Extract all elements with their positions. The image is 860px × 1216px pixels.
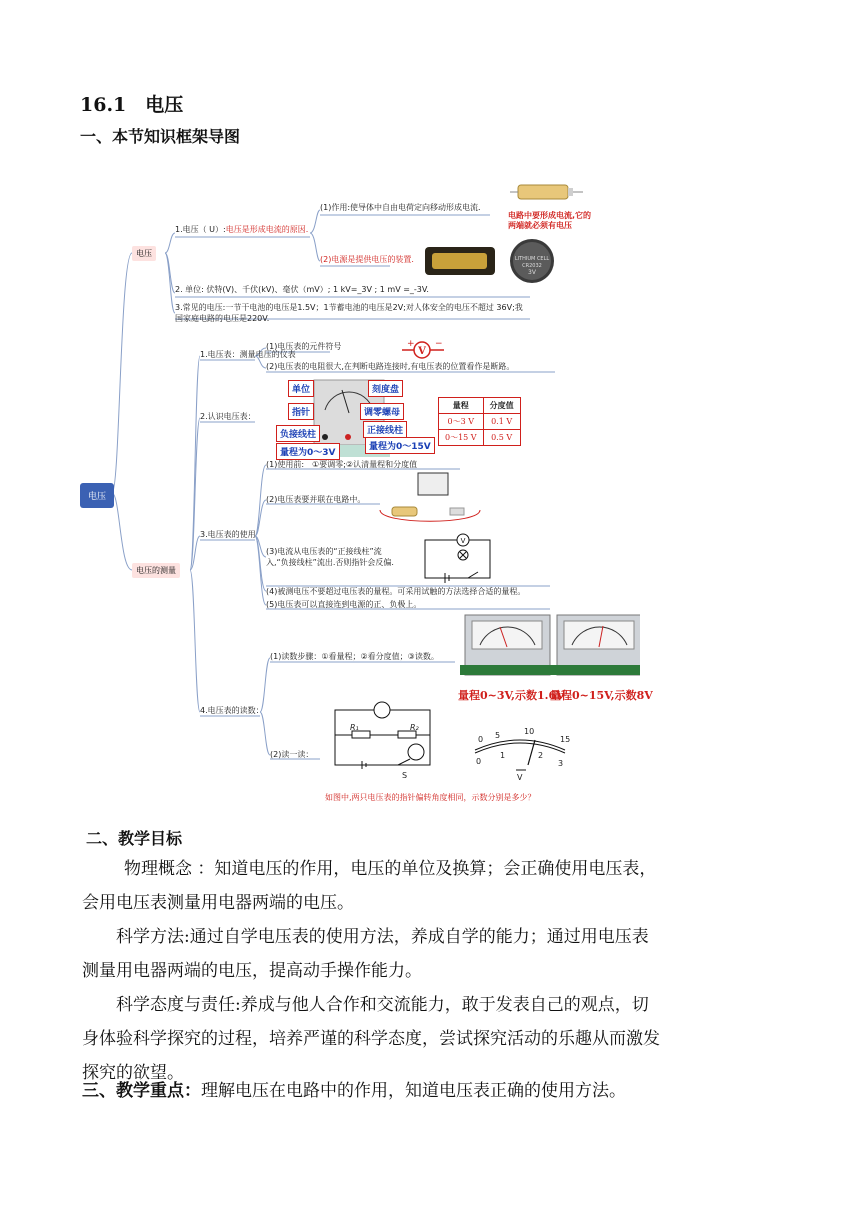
tag-negative-terminal: 负接线柱: [276, 425, 320, 442]
mind-map-lines: [80, 175, 640, 810]
node-voltage-definition: [175, 225, 308, 235]
reading-result-2: 量程0~15V,示数8V: [550, 689, 653, 702]
node-voltmeter: 1.电压表：测量电压的仪表: [200, 350, 296, 359]
node-voltage-effect-note: 电路中要形成电流,它的两端就必须有电压: [508, 211, 592, 230]
branch-measurement: 电压的测量: [132, 563, 180, 578]
node-use-voltmeter: 3.电压表的使用: [200, 530, 256, 539]
circuit-schematic-4b: [335, 702, 430, 769]
goal-attitude: 科学态度与责任:养成与他人合作和交流能力，敢于发表自己的观点，切身体验科学探究的过程，培养严谨的科学态度，尝试探究活动的乐趣从而激发探究的欲望。: [82, 995, 660, 1083]
goal-method: 科学方法:通过自学电压表的使用方法，养成自学的能力；通过用电压表测量用电器两端的电压，提高动手操作能力。: [82, 927, 649, 981]
node-common-voltage-2: 国家庭电路的电压是220V.: [175, 314, 270, 323]
page-title: 16.1 电压: [80, 94, 184, 116]
tag-dial: 刻度盘: [368, 380, 403, 397]
key-point-text: 理解电压在电路中的作用，知道电压表正确的使用方法。: [201, 1081, 626, 1101]
svg-text:V: V: [418, 346, 426, 357]
range-table: [438, 397, 521, 446]
scale-top-5: 5: [495, 731, 501, 740]
key-point-label: 三、教学重点：: [82, 1081, 201, 1101]
scale-bottom-0: 0: [476, 757, 482, 766]
scale-bottom-1: 1: [500, 751, 506, 760]
tag-range-15v: 量程为0～15V: [365, 437, 435, 454]
scale-bottom-3: 3: [558, 759, 564, 768]
scale-top-0: 0: [478, 735, 484, 744]
label-voltmeter: V: [517, 773, 523, 782]
node-reading-steps: (1)读数步骤：①看量程；②看分度值；③读数。: [270, 652, 439, 661]
circuit-schematic-3c: [425, 534, 490, 583]
mind-map-root: 电压: [80, 483, 114, 508]
label-r1: R₁: [350, 723, 359, 732]
node-current-direction-2: 入,“负接线柱”流出.否则指针会反偏.: [266, 558, 394, 567]
range-cell: 0～3 V: [439, 414, 484, 430]
meter-scale-4b: [475, 740, 565, 770]
svg-text:+: +: [407, 339, 415, 349]
section-heading-2: 二、教学目标: [86, 829, 183, 848]
svg-text:−: −: [435, 339, 443, 349]
node-voltmeter-resistance: (2)电压表的电阻很大,在判断电路连接时,有电压表的位置看作是断路。: [266, 362, 515, 371]
goal-concept: 物理概念 ：知道电压的作用，电压的单位及换算；会正确使用电压表，会用电压表测量用电器两端的电压。: [82, 859, 657, 913]
node-units: 2. 单位: 伏特(V)、千伏(kV)、毫伏（mV）; 1 kV=_3V ; 1 mV =_-3V.: [175, 285, 429, 294]
label-r2: R₂: [410, 723, 419, 732]
tag-pointer: 指针: [288, 403, 314, 420]
node-voltmeter-symbol: (1)电压表的元件符号: [266, 342, 342, 351]
node-parallel: (2)电压表要并联在电路中。: [266, 495, 366, 504]
node-direct-connect: (5)电压表可以直接连到电源的正、负极上。: [266, 600, 422, 609]
node-power-source: (2)电源是提供电压的装置.: [320, 255, 414, 264]
range-header-division: 分度值: [483, 398, 520, 414]
table-row: [439, 430, 521, 446]
voltmeter-symbol: [402, 339, 444, 358]
node-voltage-definition-prefix: 1.电压（ U）:: [175, 225, 226, 234]
svg-text:3V: 3V: [528, 269, 536, 276]
range-header-range: 量程: [439, 398, 484, 414]
range-cell: 0～15 V: [439, 430, 484, 446]
scale-bottom-2: 2: [538, 751, 544, 760]
svg-text:V: V: [460, 537, 466, 545]
battery-images: [425, 239, 554, 283]
node-voltage-effect: (1)作用:使导体中自由电荷定向移动形成电流．: [320, 203, 487, 212]
svg-text:CR2032: CR2032: [522, 263, 542, 269]
node-current-direction-1: (3)电流从电压表的“正接线柱”流: [266, 547, 382, 556]
label-switch: S: [402, 771, 408, 780]
reading-result-1: 量程0~3V,示数1.6V: [458, 689, 565, 702]
node-range-limit: (4)被测电压不要超过电压表的量程。可采用试触的方法选择合适的量程。: [266, 587, 526, 596]
node-common-voltage-1: 3.常见的电压:一节干电池的电压是1.5V；1节蓄电池的电压是2V;对人体安全的电压不超过 36V;我: [175, 303, 523, 312]
node-voltage-definition-red: 电压是形成电流的原因.: [225, 225, 309, 234]
node-read-exercise: (2)读一读：: [270, 750, 314, 759]
circuit-photo-3b: [380, 473, 480, 521]
meter-photos-4a: [460, 615, 640, 675]
knowledge-mind-map: [80, 175, 653, 810]
scale-top-10: 10: [524, 727, 535, 736]
tag-range-3v: 量程为0～3V: [276, 443, 340, 460]
branch-voltage: 电压: [132, 246, 156, 261]
node-before-use: (1)使用前: ①要调零;②认清量程和分度值: [266, 460, 418, 469]
node-reading: 4.电压表的读数：: [200, 706, 264, 715]
node-know-voltmeter: 2.认识电压表：: [200, 412, 256, 421]
tag-positive-terminal: 正接线柱: [363, 421, 407, 438]
node-question: 如图中,两只电压表的指针偏转角度相同，示数分别是多少？: [325, 793, 536, 802]
svg-text:LITHIUM CELL: LITHIUM CELL: [514, 256, 550, 262]
section-heading-1: 一、本节知识框架导图: [80, 127, 241, 146]
scale-top-15: 15: [560, 735, 571, 744]
tag-unit: 单位: [288, 380, 314, 397]
table-row: [439, 414, 521, 430]
range-cell: 0.1 V: [483, 414, 520, 430]
tag-zero-nut: 调零螺母: [360, 403, 404, 420]
range-cell: 0.5 V: [483, 430, 520, 446]
key-point: [82, 1074, 682, 1108]
battery-image-top: [510, 185, 583, 199]
